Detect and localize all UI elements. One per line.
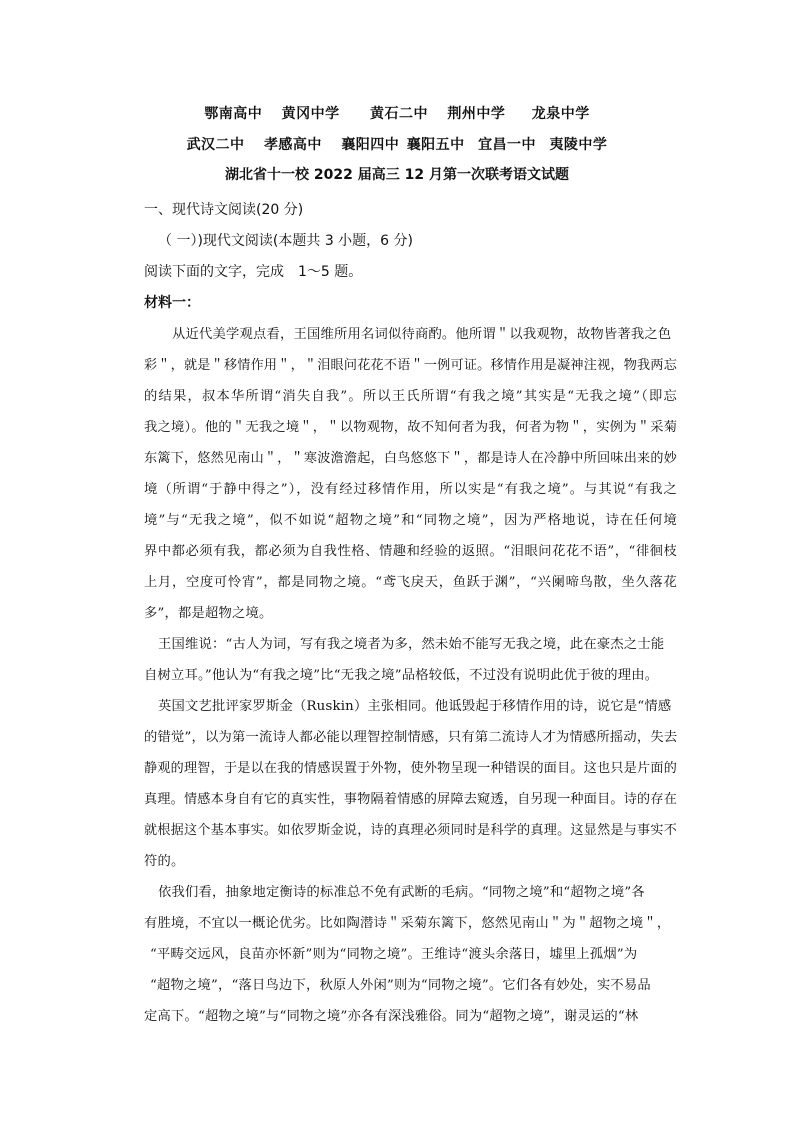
school-list-row-2: [0, 134, 794, 154]
paragraph-line: “超物之境”，“落日鸟边下，秋原人外闲”则为“同物之境”。它们各有妙处，实不易品: [150, 978, 651, 993]
school-name: 宜昌一中: [478, 137, 537, 153]
school-name: 孝感高中: [263, 137, 322, 153]
paragraph-line: 真理。情感本身自有它的真实性，事物隔着情感的屏障去窥透，自另现一种面目。诗的存在: [144, 792, 677, 807]
school-name: 黄石二中: [370, 106, 428, 122]
paragraph-line: 就根据这个基本事实。如依罗斯金说，诗的真理必须同时是科学的真理。这显然是与事实不: [144, 823, 677, 838]
school-name: 夷陵中学: [549, 137, 608, 153]
paragraph-line: 彩＂，就是＂移情作用＂，＂泪眼问花花不语＂一例可证。移情作用是凝神注视，物我两忘: [144, 358, 677, 373]
paragraph-line: 王国维说：“古人为词，写有我之境者为多，然未始不能写无我之境，此在豪杰之士能: [158, 637, 665, 652]
paragraph-line: 依我们看，抽象地定衡诗的标准总不免有武断的毛病。“同物之境”和“超物之境”各: [158, 885, 645, 900]
paragraph-line: 的结果，叔本华所谓“消失自我”。所以王氏所谓“有我之境”其实是“无我之境”（即忘: [144, 389, 677, 404]
paragraph-line: 自树立耳。”他认为“有我之境”比“无我之境”品格较低，不过没有说明此优于彼的理由。: [144, 668, 659, 683]
paragraph-line: 英国文艺批评家罗斯金（Ruskin）主张相同。他诋毁起于移情作用的诗，说它是“情感: [158, 699, 672, 714]
school-name: 鄂南高中: [204, 106, 263, 122]
school-name: 黄冈中学: [281, 106, 340, 122]
school-list-row-1: [0, 103, 794, 123]
paragraph-line: 符的。: [144, 854, 185, 869]
paragraph-line: 界中都必须有我，都必须为自我性格、情趣和经验的返照。“泪眼问花花不语”，“徘徊枝: [144, 544, 677, 559]
subsection-heading: （ 一）)现代文阅读(本题共 3 小题，6 分): [158, 233, 414, 249]
school-name: 武汉二中: [186, 137, 245, 153]
instruction-text: 阅读下面的文字，完成 1～5 题。: [144, 264, 363, 280]
paragraph-line: 上月，空度可怜宵”，都是同物之境。“鸢飞戾天，鱼跃于渊”，“兴阑啼鸟散，坐久落花: [144, 575, 677, 590]
paragraph-line: 定高下。“超物之境”与“同物之境”亦各有深浅雅俗。同为“超物之境”，谢灵运的“林: [144, 1009, 639, 1024]
paragraph-line: 我之境）。他的＂无我之境＂，＂以物观物，故不知何者为我，何者为物＂，实例为＂采菊: [144, 420, 678, 435]
paragraph-line: 境（所谓“于静中得之”），没有经过移情作用，所以实是“有我之境”。与其说“有我之: [144, 482, 677, 497]
paragraph-line: 多”，都是超物之境。: [144, 606, 273, 621]
school-name: 襄阳五中: [406, 137, 465, 153]
paragraph-line: “平畴交远风，良苗亦怀新”则为“同物之境”。王维诗“渡头余落日，墟里上孤烟”为: [150, 947, 638, 962]
paragraph-line: 境”与“无我之境”，似不如说“超物之境”和“同物之境”，因为严格地说，诗在任何境: [144, 513, 677, 528]
exam-title: 湖北省十一校 2022 届高三 12 月第一次联考语文试题: [225, 167, 569, 183]
school-name: 荆州中学: [447, 106, 506, 122]
school-name: 龙泉中学: [531, 106, 590, 122]
paragraph-line: 的错觉”，以为第一流诗人都必能以理智控制情感，只有第二流诗人才为情感所摇动，失去: [144, 730, 678, 745]
paragraph-line: 静观的理智，于是以在我的情感误置于外物，使外物呈现一种错误的面目。这也只是片面的: [144, 761, 677, 776]
paragraph-line: 东篱下，悠然见南山＂，＂寒波澹澹起，白鸟悠悠下＂，都是诗人在冷静中所回味出来的妙: [144, 451, 677, 466]
section-heading: 一、现代诗文阅读(20 分): [144, 202, 304, 218]
material-label: 材料一：: [144, 295, 200, 311]
school-name: 襄阳四中: [341, 137, 400, 153]
paragraph-line: 有胜境，不宜以一概论优劣。比如陶潜诗＂采菊东篱下，悠然见南山＂为＂超物之境＂，: [144, 916, 671, 931]
paragraph-line: 从近代美学观点看，王国维所用名词似待商酌。他所谓＂以我观物，故物皆著我之色: [172, 327, 672, 342]
